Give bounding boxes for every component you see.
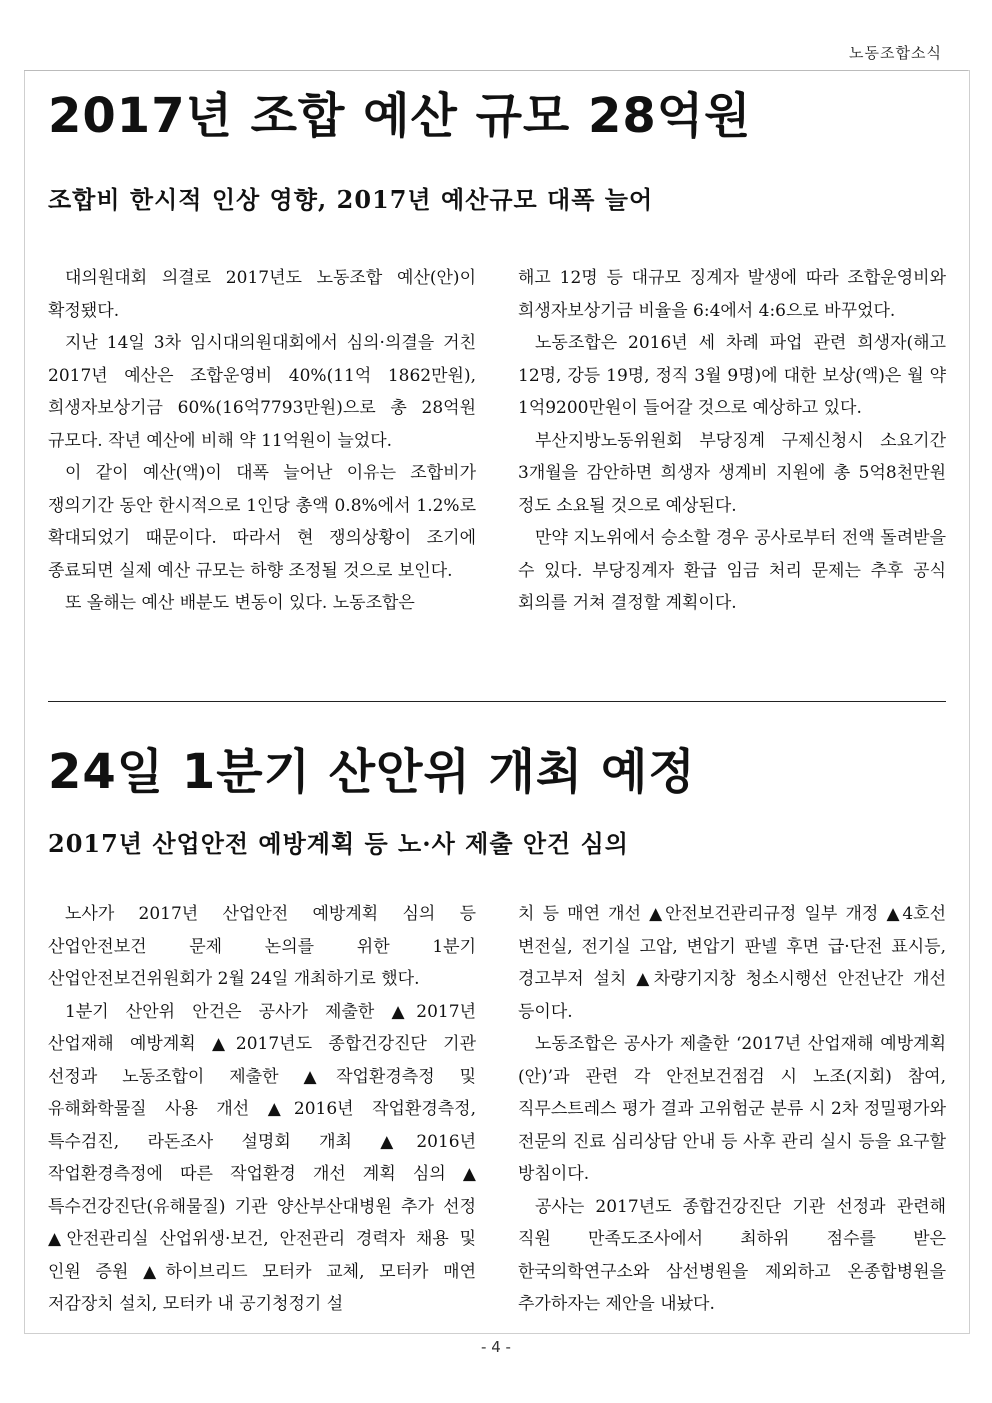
- article-title: 24일 1분기 산안위 개최 예정: [48, 744, 696, 800]
- article-budget: [48, 88, 946, 692]
- left-column: [48, 898, 476, 1321]
- left-column: [48, 262, 476, 620]
- article-subtitle: 조합비 한시적 인상 영향, 2017년 예산규모 대폭 늘어: [48, 185, 654, 214]
- paragraph: 노동조합은 공사가 제출한 ‘2017년 산업재해 예방계획(안)’과 관련 각 안전보건점검 시 노조(지회) 참여, 직무스트레스 평가 결과 고위험군 분류 시 2차 정밀평가와 전문의 진료 심리상담 안내 등 사후 관리 실시 등을 요구할 방침이다.: [518, 1034, 946, 1184]
- paragraph: 치 등 매연 개선 ▲안전보건관리규정 일부 개정 ▲4호선 변전실, 전기실 고압, 변압기 판넬 후면 급·단전 표시등, 경고부저 설치 ▲차량기지창 청소시행선 안전난간 개선 등이다.: [518, 904, 946, 1022]
- paragraph: 1분기 산안위 안건은 공사가 제출한 ▲2017년 산업재해 예방계획 ▲2017년도 종합건강진단 기관 선정과 노동조합이 제출한 ▲작업환경측정 및 유해화학물질 사용 개선 ▲2016년 작업환경측정, 특수검진, 라돈조사 설명회 개최 ▲2016년 작업환경측정에 따른 작업환경 개선 계획 심의 ▲특수건강진단(유해물질) 기관 양산부산대병원 추가 선정 ▲안전관리실 산업위생·보건, 안전관리 경력자 채용 및 인원 증원 ▲하이브리드 모터카 교체, 모터카 매연 저감장치 설치, 모터카 내 공기청정기 설: [48, 1001, 476, 1314]
- article-divider: [48, 701, 946, 702]
- paragraph: 지난 14일 3차 임시대의원대회에서 심의·의결을 거친 2017년 예산은 조합운영비 40%(11억 1862만원), 희생자보상기금 60%(16억7793만원)으로 총 28억원 규모다. 작년 예산에 비해 약 11억원이 늘었다.: [48, 333, 476, 451]
- paragraph: 노사가 2017년 산업안전 예방계획 심의 등 산업안전보건 문제 논의를 위한 1분기 산업안전보건위원회가 2월 24일 개최하기로 했다.: [48, 904, 476, 989]
- paragraph: 이 같이 예산(액)이 대폭 늘어난 이유는 조합비가 쟁의기간 동안 한시적으로 1인당 총액 0.8%에서 1.2%로 확대되었기 때문이다. 따라서 현 쟁의상황이 조기에 종료되면 실제 예산 규모는 하향 조정될 것으로 보인다.: [48, 463, 476, 581]
- section-label: 노동조합소식: [849, 44, 942, 62]
- right-column: [518, 898, 946, 1321]
- paragraph: 또 올해는 예산 배분도 변동이 있다. 노동조합은: [65, 593, 415, 613]
- right-column: [518, 262, 946, 620]
- page-number: - 4 -: [481, 1338, 511, 1356]
- paragraph: 공사는 2017년도 종합건강진단 기관 선정과 관련해 직원 만족도조사에서 최하위 점수를 받은 한국의학연구소와 삼선병원을 제외하고 온종합병원을 추가하자는 제안을 내놨다.: [518, 1196, 946, 1314]
- article-body: [48, 898, 946, 1321]
- article-title: 2017년 조합 예산 규모 28억원: [48, 88, 752, 144]
- paragraph: 해고 12명 등 대규모 징계자 발생에 따라 조합운영비와 희생자보상기금 비율을 6:4에서 4:6으로 바꾸었다.: [518, 268, 946, 321]
- article-safety-committee: [48, 744, 946, 1338]
- paragraph: 노동조합은 2016년 세 차례 파업 관련 희생자(해고 12명, 강등 19명, 정직 3월 9명)에 대한 보상(액)은 월 약 1억9200만원이 들어갈 것으로 예상하고 있다.: [518, 333, 946, 418]
- paragraph: 대의원대회 의결로 2017년도 노동조합 예산(안)이 확정됐다.: [48, 268, 476, 321]
- header-rule: [24, 70, 968, 71]
- paragraph: 부산지방노동위원회 부당징계 구제신청시 소요기간 3개월을 감안하면 희생자 생계비 지원에 총 5억8천만원 정도 소요될 것으로 예상된다.: [518, 430, 946, 516]
- article-subtitle: 2017년 산업안전 예방계획 등 노·사 제출 안건 심의: [48, 829, 629, 858]
- paragraph: 만약 지노위에서 승소할 경우 공사로부터 전액 돌려받을 수 있다. 부당징계자 환급 임금 처리 문제는 추후 공식 회의를 거쳐 결정할 계획이다.: [518, 528, 946, 613]
- article-body: [48, 262, 946, 620]
